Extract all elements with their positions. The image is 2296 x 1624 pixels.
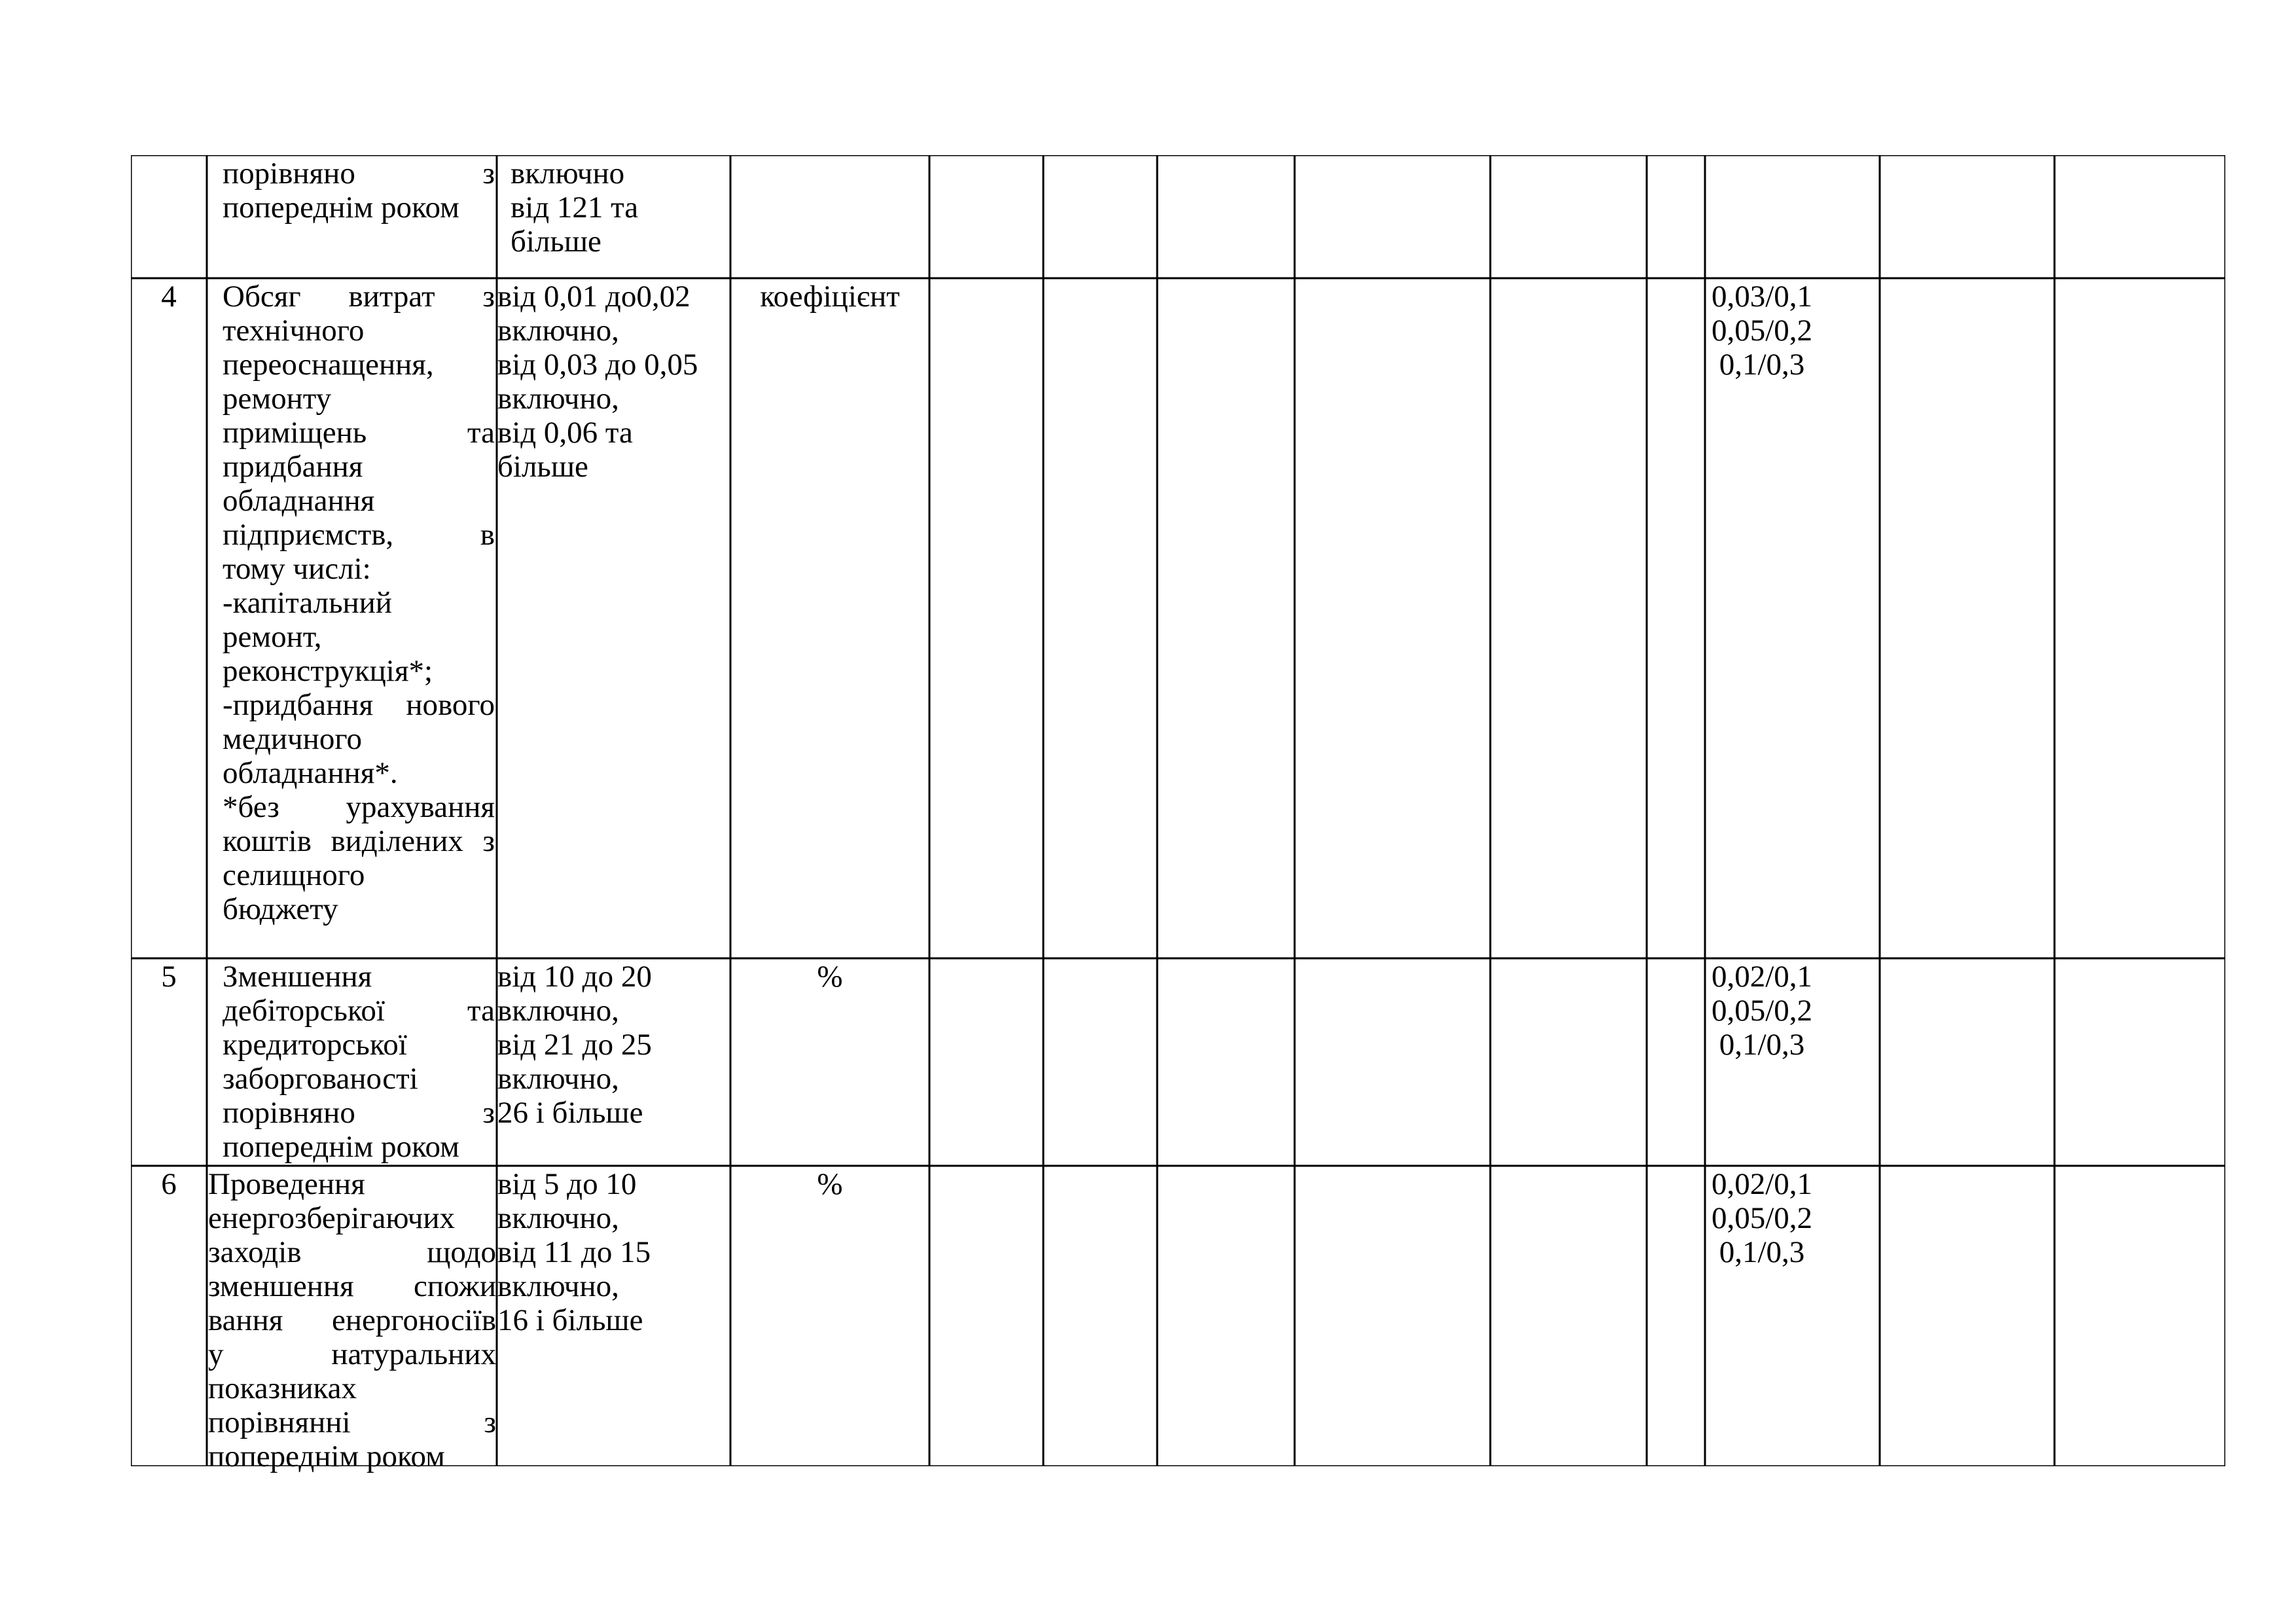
cell-line: більше [497,450,588,484]
cell-line: 0,03/0,1 [1711,280,1813,314]
cell-line: зменшення спожи [208,1269,496,1303]
cell-line: 0,05/0,2 [1711,1201,1813,1235]
cell-line: від 21 до 25 [497,1028,652,1062]
score-cell [1706,960,1818,1062]
cell-line: бюджету [223,892,338,926]
indicator-cell [223,280,495,926]
cell-line: заходів щодо [208,1235,496,1269]
cell-line: 0,02/0,1 [1711,960,1813,994]
cell-line: 5 [161,960,177,994]
indicator-cell [208,1167,496,1473]
cell-line: технічного [223,314,365,348]
cell-line: енергозберігаючих [208,1201,456,1235]
cell-line: попереднім роком [208,1439,445,1473]
cell-line: від 121 та [511,190,639,225]
cell-line: включно, [497,994,619,1028]
cell-line: обладнання [223,484,375,518]
cell-line: ремонту [223,382,332,416]
cell-line: Обсяг витрат з [223,280,495,314]
row-number [131,1167,207,1201]
range-cell [497,280,728,484]
cell-line: % [817,1167,843,1201]
cell-line: порівняно з [223,156,495,190]
range-cell [497,960,728,1130]
cell-line: включно, [497,314,619,348]
cell-line: від 10 до 20 [497,960,652,994]
cell-line: обладнання*. [223,756,398,790]
cell-line: 0,05/0,2 [1711,994,1813,1028]
cell-line: реконструкція*; [223,654,433,688]
cell-line: включно, [497,382,619,416]
cell-line: Зменшення [223,960,372,994]
cell-line: 0,05/0,2 [1711,314,1813,348]
cell-line: від 0,01 до0,02 [497,280,691,314]
cell-line: порівнянні з [208,1405,496,1439]
cell-line: переоснащення, [223,348,434,382]
cell-line: показниках [208,1371,357,1405]
cell-line: включно, [497,1269,619,1303]
cell-line: включно, [497,1062,619,1096]
unit-cell [730,1167,929,1201]
cell-line: 0,02/0,1 [1711,1167,1813,1201]
cell-line: заборгованості [223,1062,418,1096]
cell-line: % [817,960,843,994]
cell-line: від 5 до 10 [497,1167,637,1201]
cell-line: -капітальний [223,586,392,620]
range-cell [511,156,726,259]
cell-line: від 0,03 до 0,05 [497,348,698,382]
cell-line: включно, [497,1201,619,1235]
cell-line: порівняно з [223,1096,495,1130]
cell-line: коефіцієнт [760,280,900,314]
cell-line: 6 [161,1167,177,1201]
cell-line: кредиторської [223,1028,407,1062]
score-cell [1706,280,1818,382]
cell-line: включно [511,156,625,190]
cell-line: підприємств, в [223,518,495,552]
score-cell [1706,1167,1818,1269]
cell-line: коштів виділених з [223,824,495,858]
cell-line: 0,1/0,3 [1719,1028,1805,1062]
cell-line: приміщень та [223,416,495,450]
cell-line: дебіторської та [223,994,495,1028]
cell-line: ремонт, [223,620,322,654]
cell-line: тому числі: [223,552,371,586]
cell-line: 4 [161,280,177,314]
cell-line: вання енергоносіїв [208,1303,496,1337]
row-number [131,280,207,314]
cell-line: 16 і більше [497,1303,643,1337]
cell-line: 0,1/0,3 [1719,1235,1805,1269]
cell-line: у натуральних [208,1337,496,1371]
cell-line: 26 і більше [497,1096,643,1130]
cell-line: більше [511,225,601,259]
cell-line: від 11 до 15 [497,1235,651,1269]
cell-line: 0,1/0,3 [1719,348,1805,382]
cell-line: придбання [223,450,363,484]
cell-line: медичного [223,722,362,756]
unit-cell [730,960,929,994]
row-number [131,960,207,994]
document-table [131,155,2225,1473]
cell-line: Проведення [208,1167,365,1201]
cell-line: попереднім роком [223,190,459,225]
cell-line: від 0,06 та [497,416,633,450]
range-cell [497,1167,728,1337]
cell-line: попереднім роком [223,1130,459,1164]
cell-line: -придбання нового [223,688,495,722]
unit-cell [730,280,929,314]
indicator-cell [223,156,495,225]
indicator-cell [223,960,495,1164]
cell-line: селищного [223,858,365,892]
cell-line: *без урахування [223,790,495,824]
